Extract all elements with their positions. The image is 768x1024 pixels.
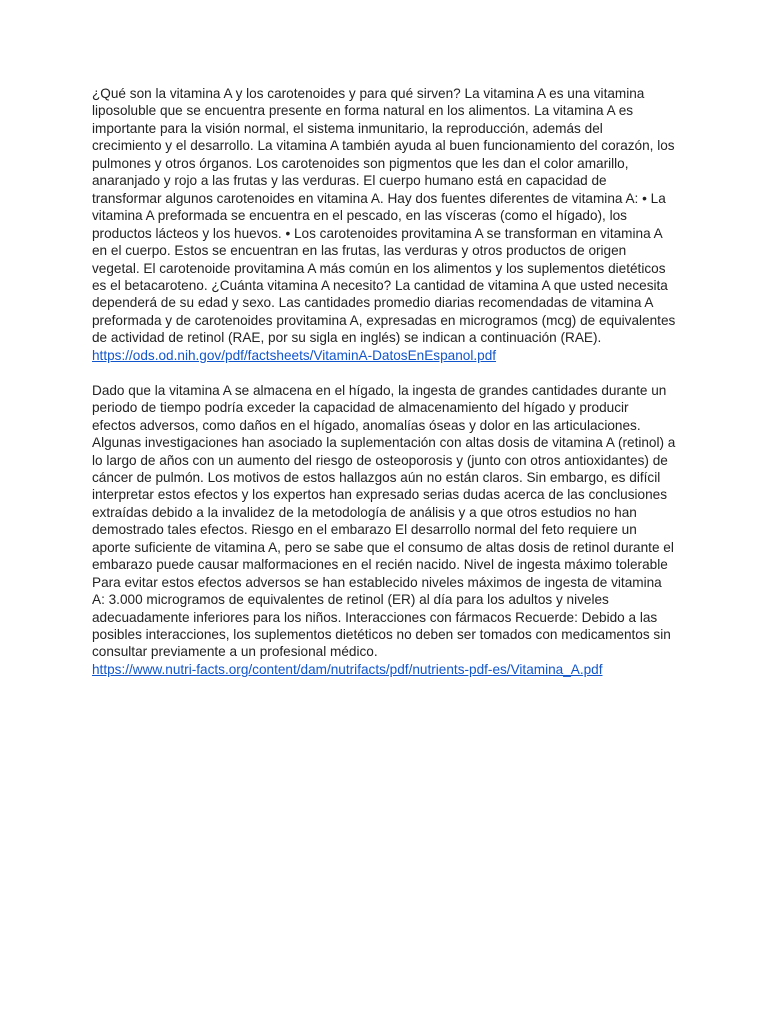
source-link-nih[interactable]: https://ods.od.nih.gov/pdf/factsheets/VitaminA-DatosEnEspanol.pdf	[92, 347, 497, 363]
paragraph-spacer	[92, 364, 676, 381]
document-page	[92, 85, 676, 678]
paragraph-vitamin-a-risks: Dado que la vitamina A se almacena en el hígado, la ingesta de grandes cantidades durante un periodo de tiempo podría exceder la capacidad de almacenamiento del hígado y producir efectos adversos, como daños en el hígado, anomalías óseas y dolor en las articulaciones. Algunas investigaciones han asociado la suplementación con altas dosis de vitamina A (retinol) a lo largo de años con un aumento del riesgo de osteoporosis y (junto con otros antioxidantes) de cáncer de pulmón. Los motivos de estos hallazgos aún no están claros. Sin embargo, es difícil interpretar estos efectos y los expertos han expresado serias dudas acerca de las conclusiones extraídas debido a la invalidez de la metodología de análisis y a que otros estudios no han demostrado tales efectos. Riesgo en el embarazo El desarrollo normal del feto requiere un aporte suficiente de vitamina A, pero se sabe que el consumo de altas dosis de retinol durante el embarazo puede causar malformaciones en el recién nacido. Nivel de ingesta máximo tolerable Para evitar estos efectos adversos se han establecido niveles máximos de ingesta de vitamina A: 3.000 microgramos de equivalentes de retinol (ER) al día para los adultos y niveles adecuadamente inferiores para los niños. Interacciones con fármacos Recuerde: Debido a las posibles interacciones, los suplementos dietéticos no deben ser tomados con medicamentos sin consultar previamente a un profesional médico.	[92, 382, 676, 660]
paragraph-vitamin-a-intro: ¿Qué son la vitamina A y los carotenoides y para qué sirven? La vitamina A es una vitamina liposoluble que se encuentra presente en forma natural en los alimentos. La vitamina A es importante para la visión normal, el sistema inmunitario, la reproducción, además del crecimiento y el desarrollo. La vitamina A también ayuda al buen funcionamiento del corazón, los pulmones y otros órganos. Los carotenoides son pigmentos que les dan el color amarillo, anaranjado y rojo a las frutas y las verduras. El cuerpo humano está en capacidad de transformar algunos carotenoides en vitamina A. Hay dos fuentes diferentes de vitamina A: • La vitamina A preformada se encuentra en el pescado, en las vísceras (como el hígado), los productos lácteos y los huevos. • Los carotenoides provitamina A se transforman en vitamina A en el cuerpo. Estos se encuentran en las frutas, las verduras y otros productos de origen vegetal. El carotenoide provitamina A más común en los alimentos y los suplementos dietéticos es el betacaroteno. ¿Cuánta vitamina A necesito? La cantidad de vitamina A que usted necesita dependerá de su edad y sexo. Las cantidades promedio diarias recomendadas de vitamina A preformada y de carotenoides provitamina A, expresadas en microgramos (mcg) de equivalentes de actividad de retinol (RAE, por su sigla en inglés) se indican a continuación (RAE).	[92, 86, 676, 346]
source-link-nutri-facts[interactable]: https://www.nutri-facts.org/content/dam/nutrifacts/pdf/nutrients-pdf-es/Vitamina_A.pdf	[92, 661, 603, 677]
